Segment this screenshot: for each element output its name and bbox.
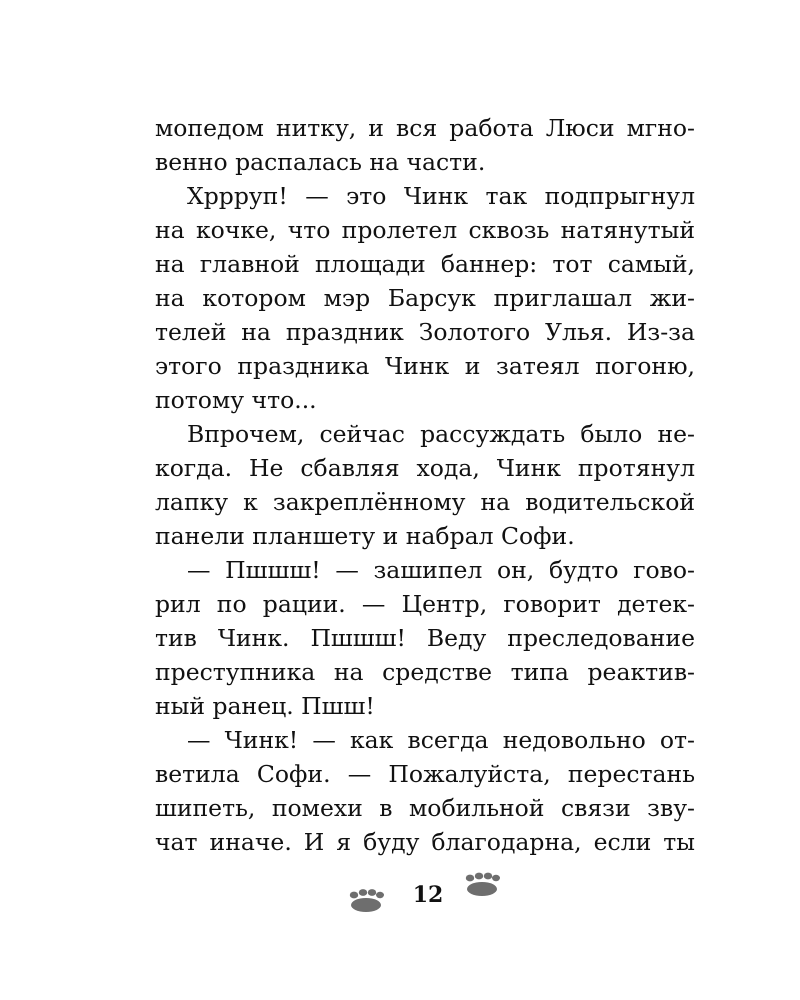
text-line: Впрочем, сейчас рассуждать было не- xyxy=(187,420,695,448)
text-line: Хррруп! — это Чинк так подпрыгнул xyxy=(187,182,695,210)
paw-toe xyxy=(492,875,500,881)
text-line: преступника на средстве типа реактив- xyxy=(155,658,695,686)
paw-pad xyxy=(351,898,381,912)
page-number: 12 xyxy=(412,882,444,908)
text-line: венно распалась на части. xyxy=(155,148,486,176)
text-line: потому что... xyxy=(155,386,317,414)
text-line: шипеть, помехи в мобильной связи зву- xyxy=(155,794,695,822)
paw-toe xyxy=(475,873,483,880)
text-line: когда. Не сбавляя хода, Чинк протянул xyxy=(155,454,695,482)
paw-toe xyxy=(350,892,358,899)
text-line: чат иначе. И я буду благодарна, если ты xyxy=(155,828,695,856)
text-line: на главной площади баннер: тот самый, xyxy=(155,250,695,278)
text-line: панели планшету и набрал Софи. xyxy=(155,522,575,550)
text-line: на кочке, что пролетел сквозь натянутый xyxy=(155,216,695,244)
text-line: телей на праздник Золотого Улья. Из-за xyxy=(155,318,695,346)
paw-toe xyxy=(359,889,367,896)
paw-print-icon xyxy=(462,872,502,903)
text-line: на котором мэр Барсук приглашал жи- xyxy=(155,284,695,312)
paw-print-icon xyxy=(346,888,386,919)
body-text xyxy=(155,111,695,859)
text-line: ный ранец. Пшш! xyxy=(155,692,375,720)
text-line: мопедом нитку, и вся работа Люси мгно- xyxy=(155,114,695,142)
paw-toe xyxy=(484,873,492,880)
text-line: ветила Софи. — Пожалуйста, перестань xyxy=(155,760,695,788)
text-line: этого праздника Чинк и затеял погоню, xyxy=(155,352,695,380)
text-line: лапку к закреплённому на водительской xyxy=(155,488,695,516)
text-line: — Чинк! — как всегда недовольно от- xyxy=(187,726,695,754)
paw-toe xyxy=(466,875,474,882)
paw-toe xyxy=(376,892,384,898)
page-footer xyxy=(0,870,800,930)
text-line: рил по рации. — Центр, говорит детек- xyxy=(155,590,695,618)
paw-pad xyxy=(467,882,497,896)
text-line: — Пшшш! — зашипел он, будто гово- xyxy=(187,556,695,584)
paw-toe xyxy=(368,889,376,896)
text-line: тив Чинк. Пшшш! Веду преследование xyxy=(155,624,695,652)
